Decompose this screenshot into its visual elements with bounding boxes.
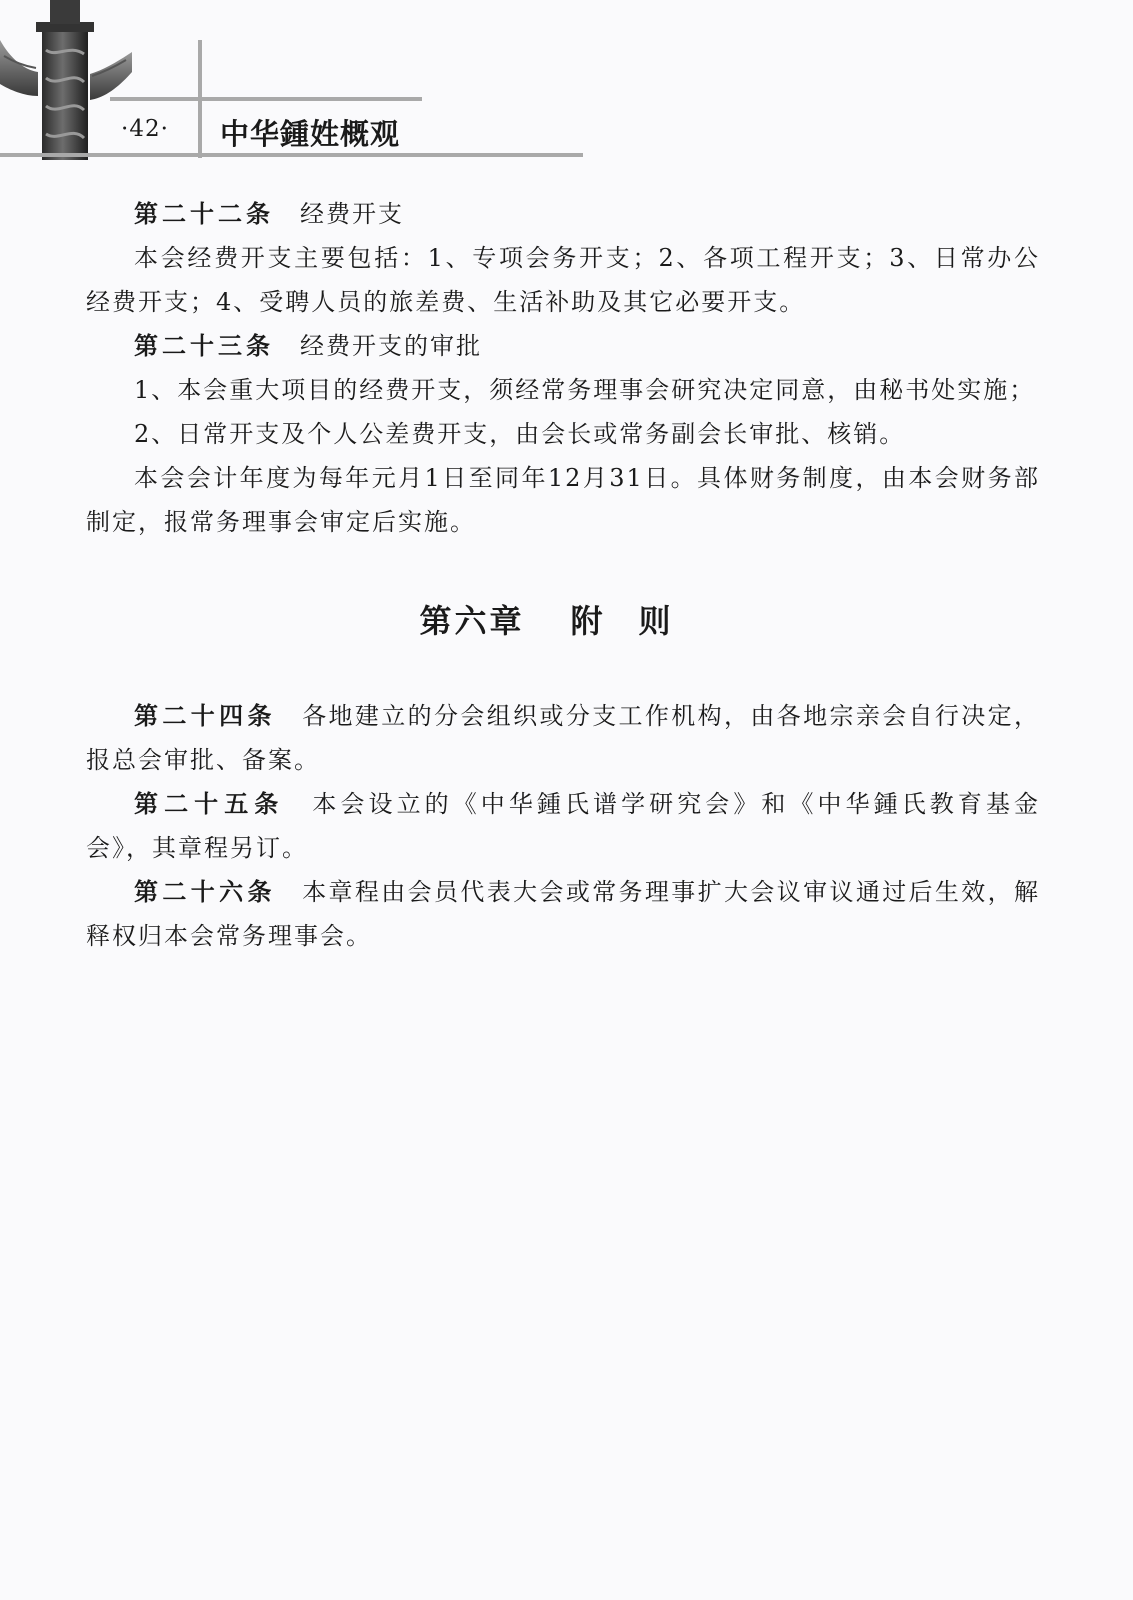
- article-24-body: 各地建立的分会组织或分支工作机构，由各地宗亲会自行决定，报总会审批、备案。: [86, 702, 1041, 774]
- article-24-number: 第二十四条: [134, 702, 276, 730]
- page-header: [0, 0, 1133, 170]
- article-23-item-3: 本会会计年度为每年元月1日至同年12月31日。具体财务制度，由本会财务部制定，报常务理事会审定后实施。: [86, 464, 1040, 536]
- article-22-heading: [86, 192, 1040, 236]
- article-22-number: 第二十二条: [134, 200, 274, 228]
- article-26-number: 第二十六条: [134, 878, 276, 906]
- article-26: [86, 870, 1040, 958]
- article-22-body: 本会经费开支主要包括：1、专项会务开支；2、各项工程开支；3、日常办公经费开支；4、受聘人员的旅差费、生活补助及其它必要开支。: [86, 244, 1040, 316]
- article-25-body: 本会设立的《中华鍾氏谱学研究会》和《中华鍾氏教育基金会》，其章程另订。: [86, 790, 1041, 862]
- header-top-rule: [110, 97, 422, 101]
- article-25-number: 第二十五条: [134, 790, 285, 818]
- article-23-heading: [86, 324, 1040, 368]
- chapter-heading: [86, 596, 1040, 642]
- chapter-number: 第六章: [419, 602, 525, 640]
- article-23-item-2: 2、日常开支及个人公差费开支，由会长或常务副会长审批、核销。: [134, 420, 906, 448]
- article-23-number: 第二十三条: [134, 332, 274, 360]
- article-24: [86, 694, 1040, 782]
- article-23-item-1: 1、本会重大项目的经费开支，须经常务理事会研究决定同意，由秘书处实施；: [134, 376, 1036, 404]
- article-26-body: 本章程由会员代表大会或常务理事扩大会议审议通过后生效，解释权归本会常务理事会。: [86, 878, 1041, 950]
- page-number: ·42·: [121, 116, 169, 142]
- book-title: 中华鍾姓概观: [220, 117, 401, 151]
- article-22-title: 经费开支: [300, 200, 404, 228]
- chapter-title: 附则: [570, 602, 707, 640]
- article-25: [86, 782, 1040, 870]
- header-bottom-rule: [0, 153, 583, 157]
- article-23-title: 经费开支的审批: [300, 332, 482, 360]
- page-body: [86, 192, 1040, 958]
